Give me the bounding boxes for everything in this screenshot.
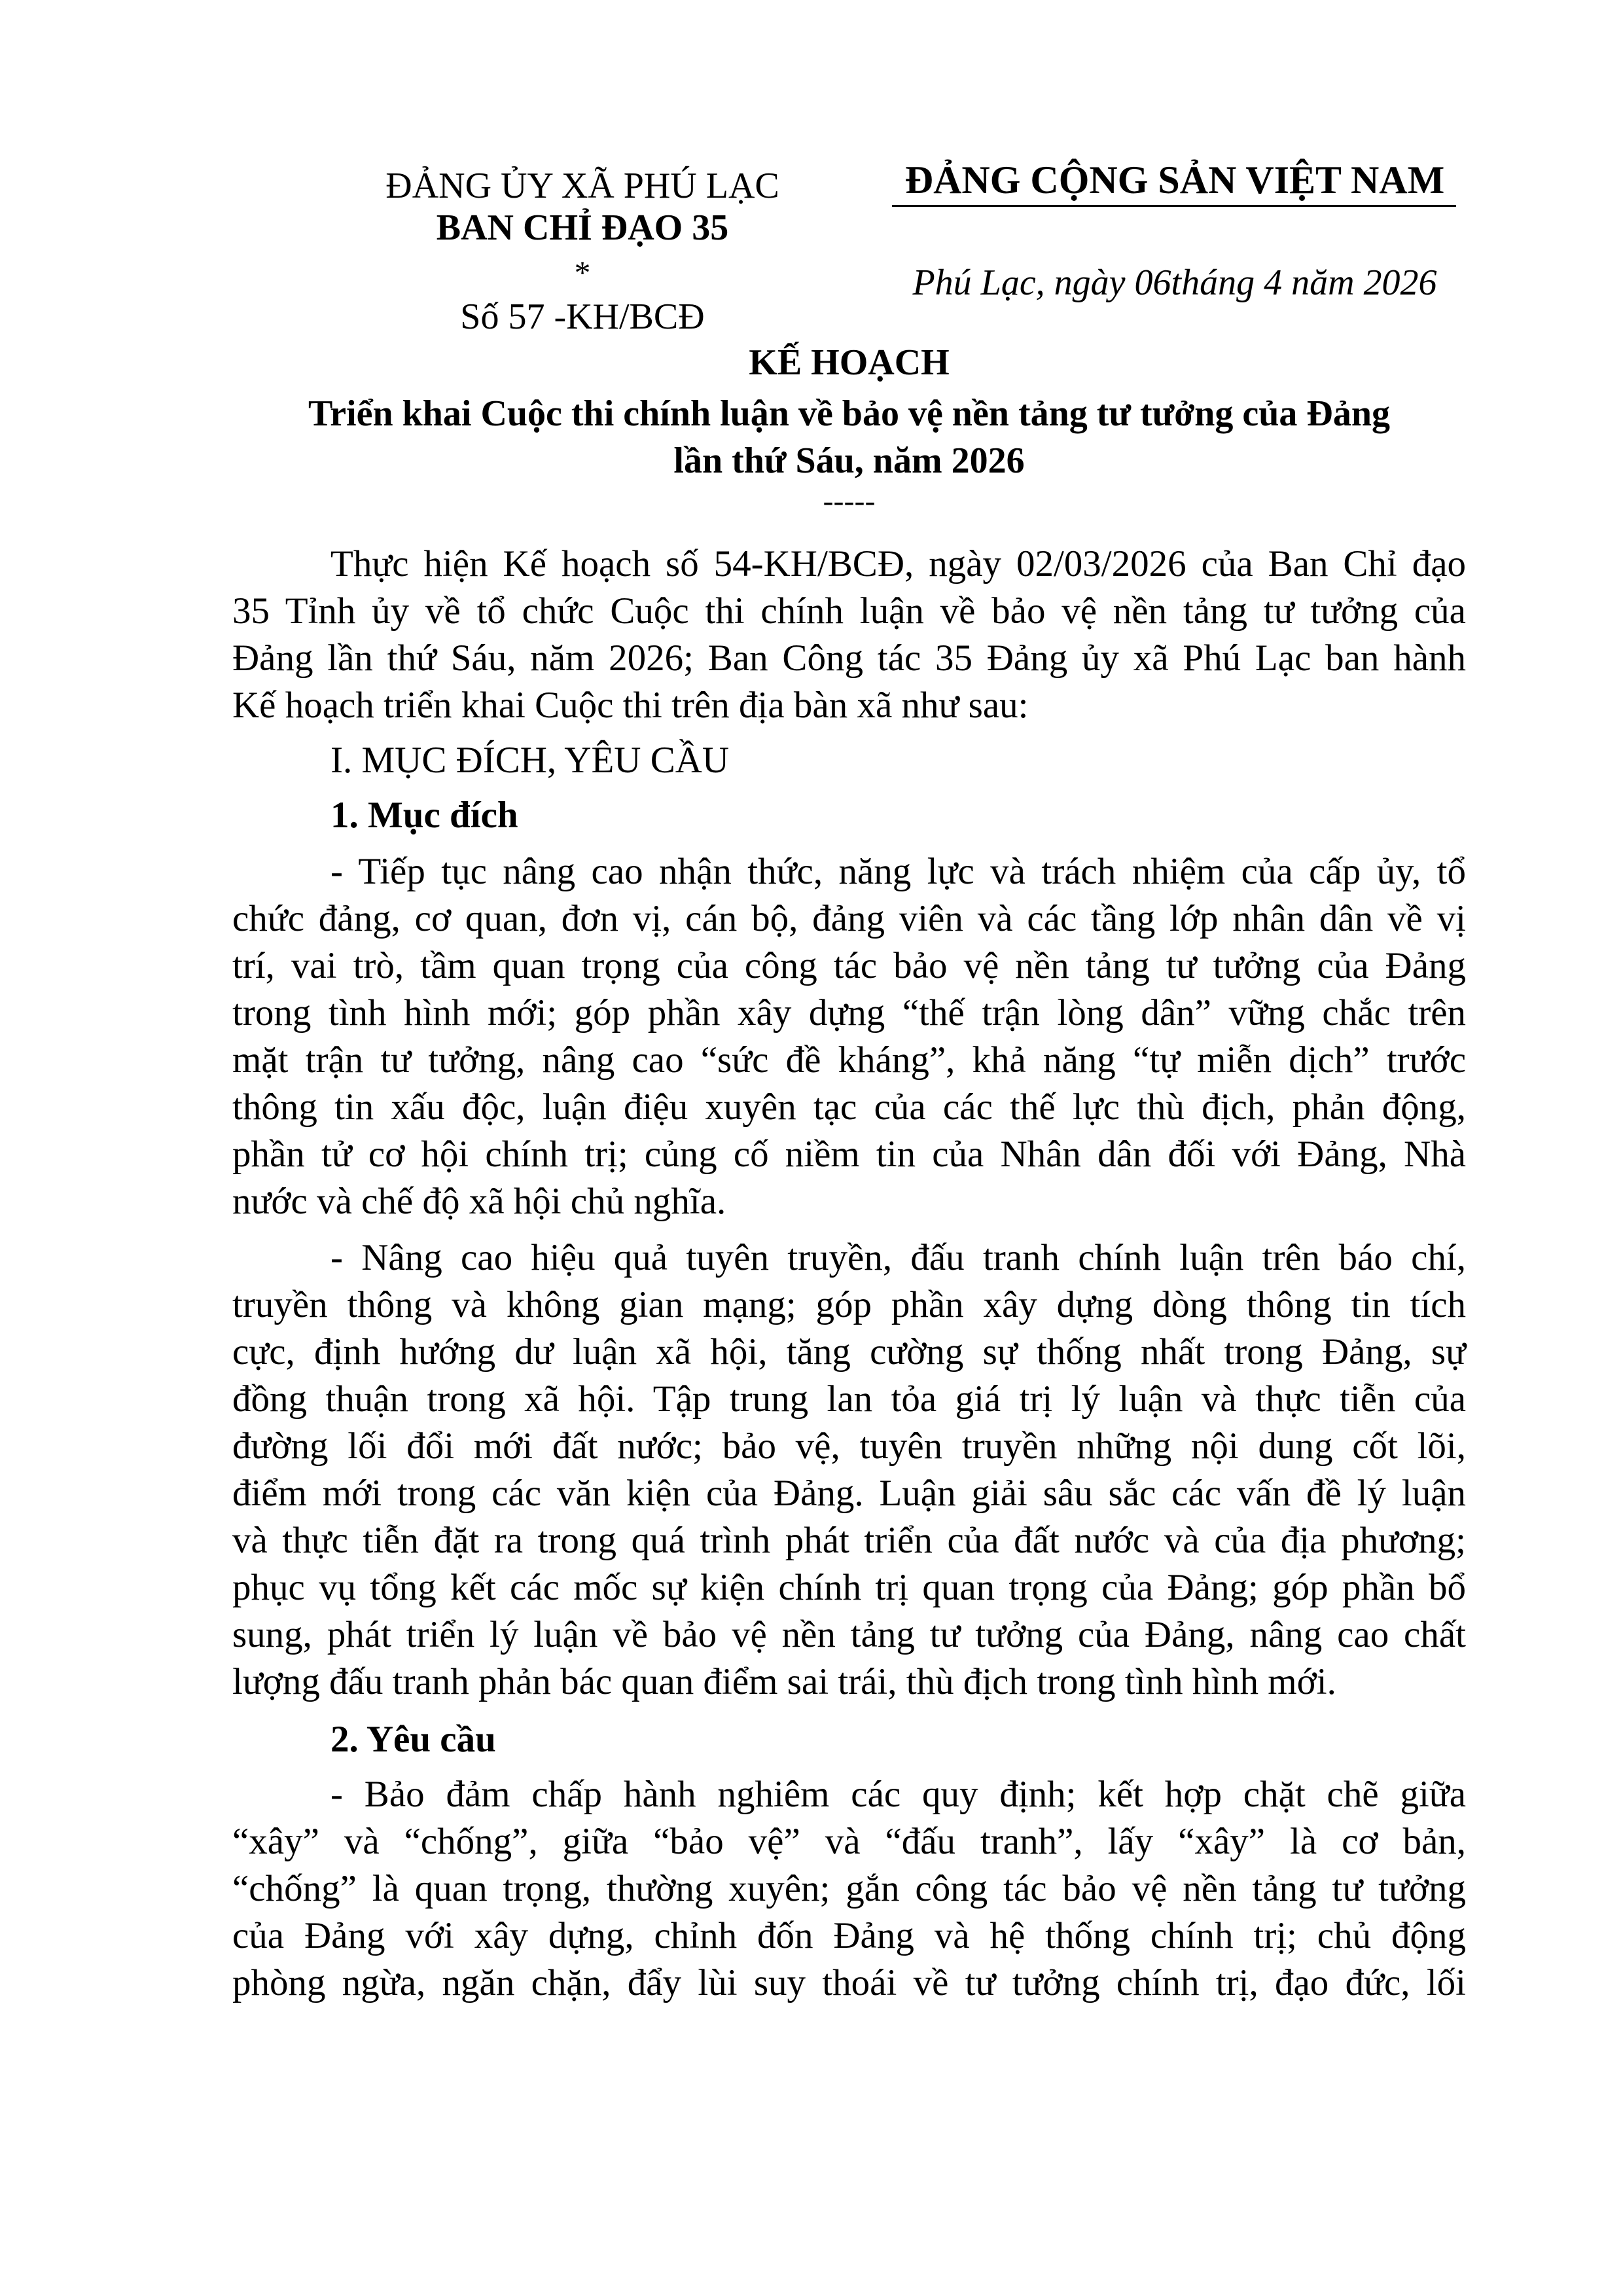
paragraph-line: điểm mới trong các văn kiện của Đảng. Luận giải sâu sắc các vấn đề lý luận	[232, 1473, 1466, 1514]
document-subject-line-2: lần thứ Sáu, năm 2026	[673, 440, 1025, 481]
document-type-title: KẾ HOẠCH	[749, 342, 950, 383]
paragraph-line: phục vụ tổng kết các mốc sự kiện chính trị quan trọng của Đảng; góp phần bổ	[232, 1567, 1466, 1608]
issuing-org-parent: ĐẢNG ỦY XÃ PHÚ LẠC	[385, 166, 779, 206]
paragraph-line: nước và chế độ xã hội chủ nghĩa.	[232, 1181, 726, 1222]
intro-line: Đảng lần thứ Sáu, năm 2026; Ban Công tác 35 Đảng ủy xã Phú Lạc ban hành	[232, 637, 1466, 679]
section-1-heading: I. MỤC ĐÍCH, YÊU CẦU	[330, 740, 730, 781]
paragraph-line: của Đảng với xây dựng, chỉnh đốn Đảng và hệ thống chính trị; chủ động	[232, 1915, 1466, 1956]
paragraph-line: - Tiếp tục nâng cao nhận thức, năng lực và trách nhiệm của cấp ủy, tổ	[330, 851, 1466, 892]
document-subject-line-1: Triển khai Cuộc thi chính luận về bảo vệ nền tảng tư tưởng của Đảng	[308, 393, 1390, 434]
paragraph-line: chức đảng, cơ quan, đơn vị, cán bộ, đảng viên và các tầng lớp nhân dân về vị	[232, 898, 1466, 939]
paragraph-line: trong tình hình mới; góp phần xây dựng “thế trận lòng dân” vững chắc trên	[232, 992, 1466, 1033]
paragraph-line: truyền thông và không gian mạng; góp phần xây dựng dòng thông tin tích	[232, 1284, 1466, 1325]
paragraph-line: “chống” là quan trọng, thường xuyên; gắn công tác bảo vệ nền tảng tư tưởng	[232, 1868, 1466, 1909]
paragraph-line: cực, định hướng dư luận xã hội, tăng cường sự thống nhất trong Đảng, sự	[232, 1331, 1466, 1372]
party-name-underline	[892, 205, 1456, 207]
paragraph-line: đồng thuận trong xã hội. Tập trung lan tỏa giá trị lý luận và thực tiễn của	[232, 1378, 1466, 1420]
paragraph-line: và thực tiễn đặt ra trong quá trình phát triển của đất nước và của địa phương;	[232, 1520, 1466, 1561]
paragraph-line: thông tin xấu độc, luận điệu xuyên tạc của các thế lực thù địch, phản động,	[232, 1086, 1466, 1128]
paragraph-line: trí, vai trò, tầm quan trọng của công tác bảo vệ nền tảng tư tưởng của Đảng	[232, 945, 1466, 986]
intro-line: Kế hoạch triển khai Cuộc thi trên địa bàn xã như sau:	[232, 685, 1029, 726]
org-star-separator: *	[574, 254, 591, 291]
intro-line: 35 Tỉnh ủy về tổ chức Cuộc thi chính luận về bảo vệ nền tảng tư tưởng của	[232, 590, 1466, 632]
paragraph-line: sung, phát triển lý luận về bảo vệ nền tảng tư tưởng của Đảng, nâng cao chất	[232, 1614, 1466, 1655]
paragraph-line: lượng đấu tranh phản bác quan điểm sai trái, thù địch trong tình hình mới.	[232, 1661, 1336, 1702]
subsection-purpose-heading: 1. Mục đích	[330, 795, 518, 836]
subsection-requirements-heading: 2. Yêu cầu	[330, 1719, 496, 1760]
paragraph-line: phần tử cơ hội chính trị; củng cố niềm tin của Nhân dân đối với Đảng, Nhà	[232, 1134, 1466, 1175]
paragraph-line: - Nâng cao hiệu quả tuyên truyền, đấu tranh chính luận trên báo chí,	[330, 1237, 1466, 1278]
paragraph-line: - Bảo đảm chấp hành nghiêm các quy định; kết hợp chặt chẽ giữa	[330, 1774, 1466, 1815]
party-name: ĐẢNG CỘNG SẢN VIỆT NAM	[904, 158, 1445, 202]
title-separator: -----	[823, 484, 876, 518]
intro-line: Thực hiện Kế hoạch số 54-KH/BCĐ, ngày 02/03/2026 của Ban Chỉ đạo	[330, 543, 1466, 584]
paragraph-line: mặt trận tư tưởng, nâng cao “sức đề kháng”, khả năng “tự miễn dịch” trước	[232, 1039, 1466, 1081]
paragraph-line: đường lối đổi mới đất nước; bảo vệ, tuyên truyền những nội dung cốt lõi,	[232, 1426, 1466, 1467]
paragraph-line: phòng ngừa, ngăn chặn, đẩy lùi suy thoái về tư tưởng chính trị, đạo đức, lối	[232, 1962, 1466, 2003]
document-number: Số 57 -KH/BCĐ	[460, 296, 705, 337]
paragraph-line: “xây” và “chống”, giữa “bảo vệ” và “đấu tranh”, lấy “xây” là cơ bản,	[232, 1821, 1466, 1862]
issuing-org-name: BAN CHỈ ĐẠO 35	[436, 207, 729, 248]
place-date: Phú Lạc, ngày 06tháng 4 năm 2026	[912, 262, 1437, 303]
